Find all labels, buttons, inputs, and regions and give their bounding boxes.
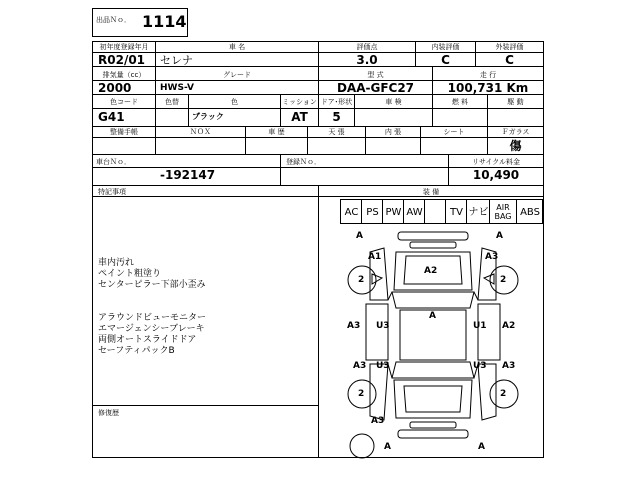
interior-grade-value: C [441,53,450,67]
damage-tire-rl: 2 [358,389,365,399]
color-code-label: 色コード [110,98,138,106]
notes-label: 特記事項 [98,188,126,196]
equip-blank [425,203,446,223]
interior-grade-label: 内装評価 [431,43,460,51]
damage-front-left: A [356,231,363,241]
car-name-label: 車 名 [228,43,246,51]
recycle-fee-value: 10,490 [472,168,520,182]
damage-u3-left-rear: U3 [376,361,390,371]
nox-label: ＮＯＸ [190,128,211,136]
seat-label: シート [443,128,465,136]
note-line: ペイント粗塗り [98,269,162,279]
equip-navi: ナビ [468,207,489,218]
recycle-fee-label: リサイクル料金 [471,158,521,166]
chassis-number-value: -192147 [160,168,216,182]
grade-label: グレード [223,71,251,79]
mileage-value: 100,731 Km [447,81,529,95]
damage-a2-hood: A2 [424,266,438,276]
exterior-grade-label: 外装評価 [495,43,524,51]
note-line: セーフティパックB [98,346,175,356]
damage-tire-fl: 2 [358,275,365,285]
equip-tv: TV [450,207,463,218]
damage-roof: A [429,311,436,321]
spare-tire [350,434,374,458]
exterior-grade-value: C [505,53,514,67]
note-line: エマージェンシーブレーキ [98,324,205,334]
damage-a1: A1 [368,252,382,262]
doors-value: 5 [332,110,341,124]
score-label: 評価点 [356,43,378,51]
lot-label: 出品Ｎｏ． [96,16,131,24]
damage-rear-right: A [478,442,485,452]
rear-bumper [398,430,468,438]
note-line: 両側オートスライドドア [98,335,197,345]
grade-value: HWS-V [160,83,194,93]
mileage-label: 走 行 [479,71,497,79]
damage-tire-fr: 2 [500,275,507,285]
front-bumper [398,232,468,240]
front-glass-value: 傷 [509,139,522,153]
equip-aw: AW [406,207,423,218]
repair-history-label: 修復歴 [98,409,119,417]
equip-abs: ABS [520,207,540,218]
displacement-label: 排気量（cc） [102,71,146,79]
equip-airbag: AIR BAG [494,203,512,221]
lot-number: 1114 [142,12,187,31]
damage-right-side: A2 [502,321,516,331]
note-line: 車内汚れ [98,258,135,268]
doors-label: ドア･形状 [320,98,353,106]
model-code-label: 型 式 [367,71,384,79]
damage-tire-rr: 2 [500,389,507,399]
damage-u1-right: U1 [473,321,487,331]
inspection-label: 車 検 [385,98,402,106]
color-value: ブラック [192,112,224,121]
damage-a3-rear-right: A3 [502,361,516,371]
note-line: センターピラー下部小歪み [98,280,206,290]
vehicle-history-label: 車 歴 [268,128,285,136]
fuel-label: 燃 料 [451,98,469,106]
equip-ps: PS [366,207,379,218]
color-label: 色 [231,98,238,106]
car-name-value: セレナ [160,54,193,67]
interior-trim-label: 内 張 [384,128,402,136]
damage-a3-rear: A3 [371,416,385,426]
damage-front-right: A [496,231,503,241]
damage-u3-right-rear: U3 [473,361,487,371]
displacement-value: 2000 [98,81,132,95]
model-code-value: DAA-GFC27 [336,81,415,95]
registration-number-label: 登録Ｎｏ． [286,158,321,166]
damage-a3-front-right: A3 [485,252,499,262]
chassis-number-label: 車台Ｎｏ． [96,158,131,166]
equip-pw: PW [385,207,402,218]
equip-ac: AC [344,207,359,218]
damage-a3-rear-left: A3 [353,361,367,371]
damage-rear-left: A [384,442,391,452]
damage-left-side: A3 [347,321,361,331]
transmission-label: ミッション [282,98,317,106]
equipment-label: 装 備 [422,188,440,196]
note-line: アラウンドビューモニター [98,313,207,323]
drive-label: 駆 動 [507,98,524,106]
color-change-label: 色替 [165,98,179,106]
color-code-value: G41 [98,110,125,124]
front-glass-label: Ｆガラス [501,128,530,136]
transmission-value: AT [291,110,308,124]
score-value: 3.0 [356,53,378,67]
first-registration-value: R02/01 [98,53,146,67]
first-registration-label: 初年度登録年月 [99,43,149,51]
sunroof-label: 天 張 [328,128,345,136]
damage-u3-left: U3 [376,321,390,331]
service-record-label: 整備手帳 [110,128,138,136]
